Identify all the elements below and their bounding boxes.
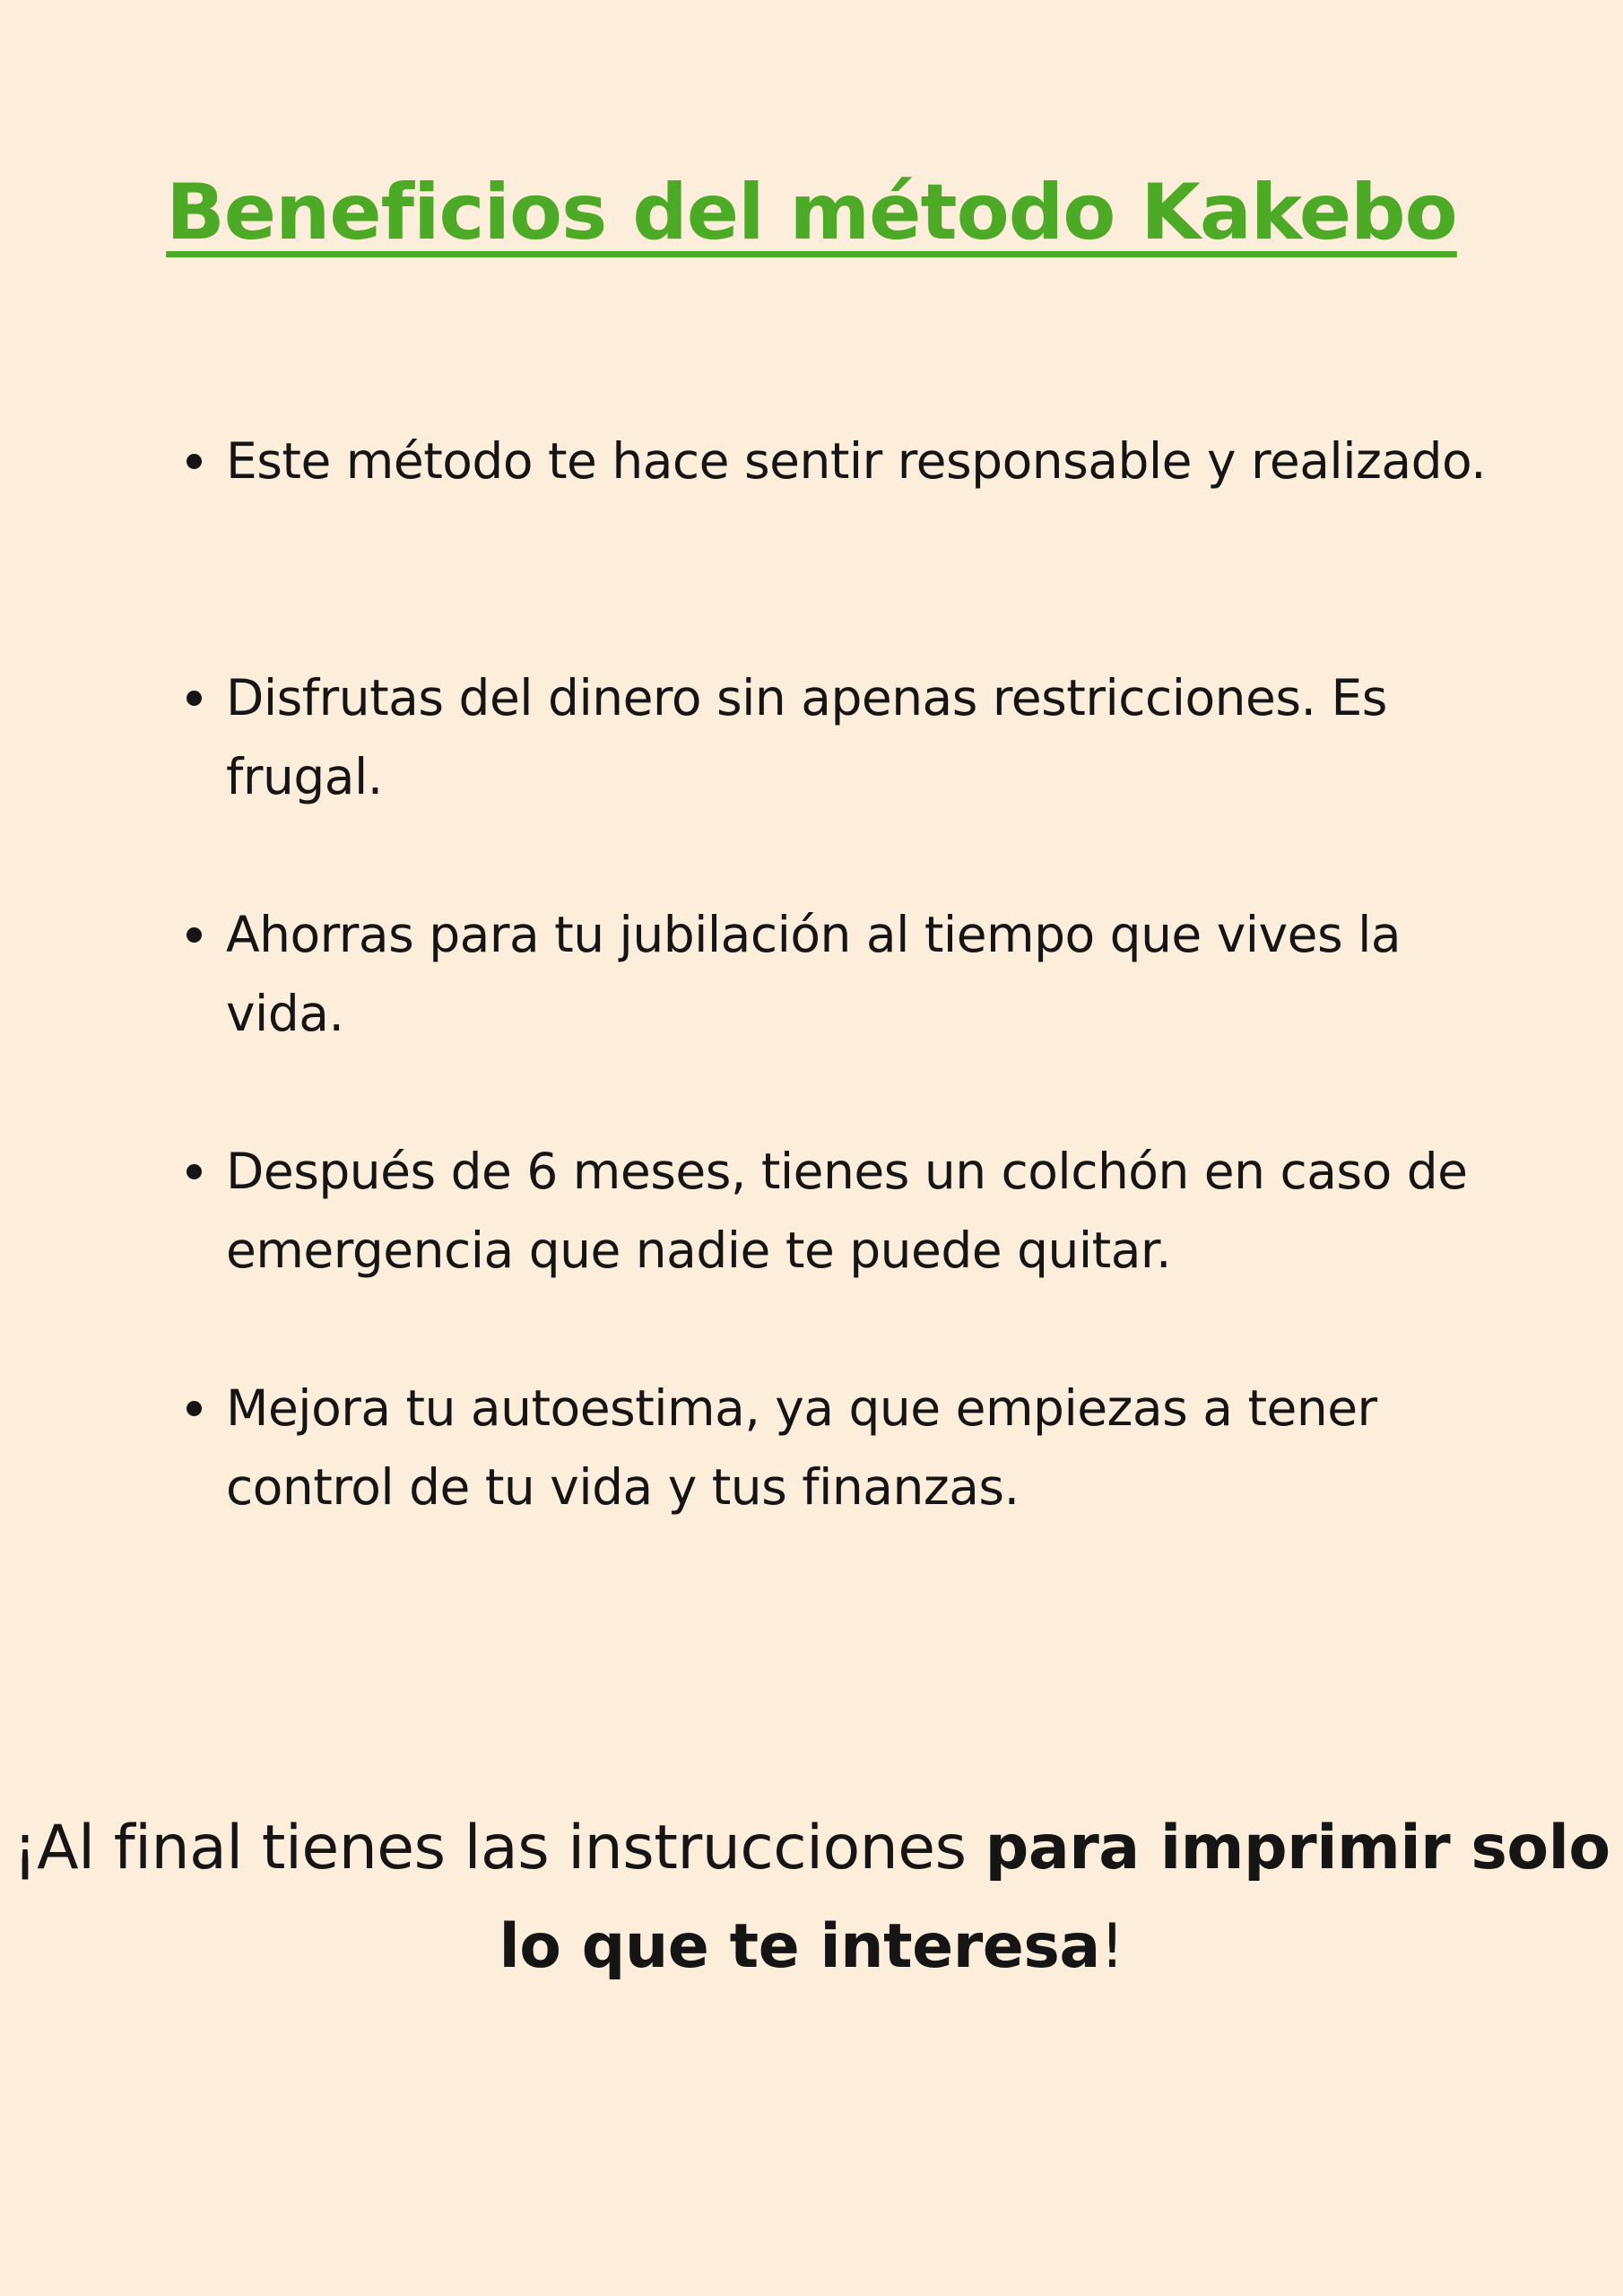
bullet-icon — [187, 691, 202, 706]
closing-text-regular: ¡Al final tienes las instrucciones — [13, 1813, 985, 1883]
list-item — [179, 422, 1515, 579]
list-item — [179, 1132, 1515, 1290]
list-item — [179, 1369, 1515, 1526]
closing-text-bold: para imprimir solo lo que te interesa — [499, 1813, 1610, 1982]
page-title-text: Beneficios del método Kakebo — [166, 168, 1457, 257]
page-title — [0, 163, 1623, 262]
list-item — [179, 658, 1515, 816]
benefits-list — [179, 422, 1515, 1605]
bullet-icon — [187, 454, 202, 469]
benefit-text: Mejora tu autoestima, ya que empiezas a tener control de tu vida y tus finanzas. — [226, 1379, 1377, 1516]
bullet-icon — [187, 1401, 202, 1416]
benefit-text: Este método te hace sentir responsable y realizado. — [226, 432, 1487, 490]
closing-text-end: ! — [1099, 1911, 1124, 1982]
benefit-text: Disfrutas del dinero sin apenas restricciones. Es frugal. — [226, 669, 1387, 805]
bullet-icon — [187, 927, 202, 943]
list-item — [179, 895, 1515, 1053]
benefit-text: Después de 6 meses, tienes un colchón en caso de emergencia que nadie te puede quitar. — [226, 1143, 1468, 1279]
benefit-text: Ahorras para tu jubilación al tiempo que vives la vida. — [226, 906, 1402, 1042]
bullet-icon — [187, 1164, 202, 1179]
closing-note — [0, 1799, 1623, 1996]
